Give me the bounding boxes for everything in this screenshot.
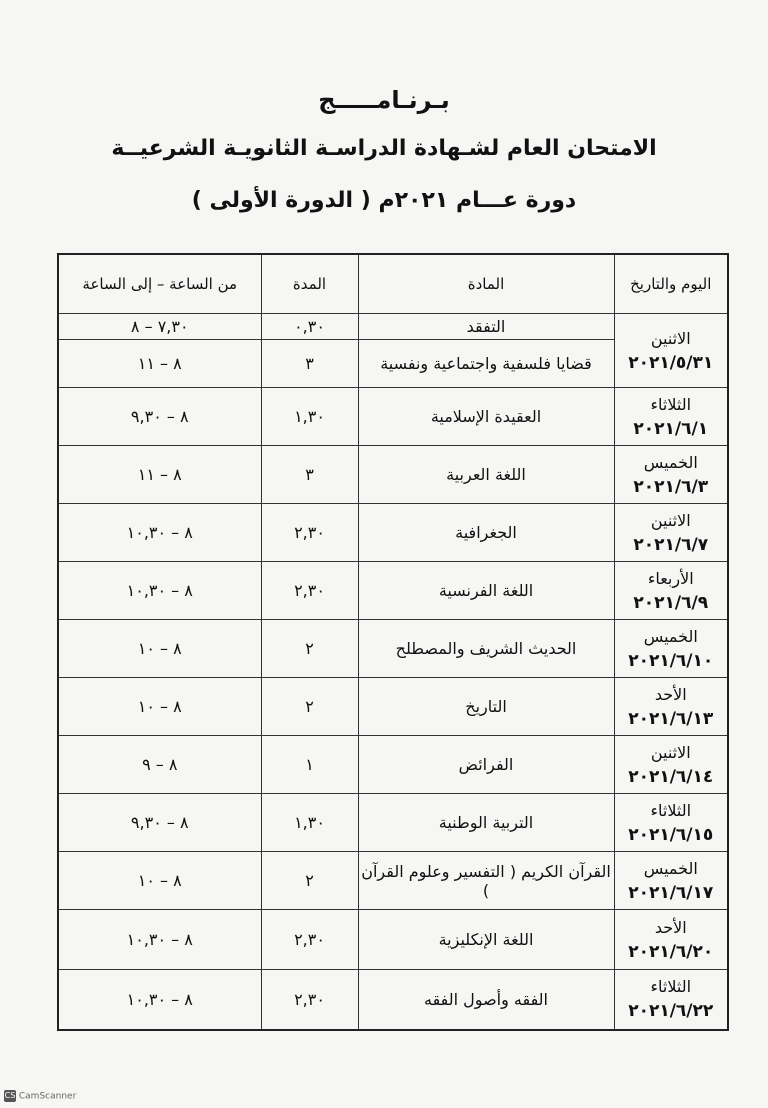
day-date-cell	[614, 504, 728, 562]
duration-cell: ٢,٣٠	[261, 504, 358, 562]
time-cell: ٨ – ١٠,٣٠	[58, 910, 261, 970]
exam-date: ٢٠٢١/٦/١٠	[628, 650, 714, 671]
duration-cell: ٢	[261, 852, 358, 910]
exam-date: ٢٠٢١/٦/٢٢	[628, 1001, 714, 1022]
time-cell: ٨ – ٩,٣٠	[58, 794, 261, 852]
day-date-cell	[614, 794, 728, 852]
duration-cell: ٢	[261, 620, 358, 678]
exam-title: الامتحان العام لشـهادة الدراسـة الثانويـة الشرعيــة	[111, 136, 657, 161]
exam-date: ٢٠٢١/٦/٩	[633, 592, 709, 613]
time-cell: ٨ – ١١	[58, 340, 261, 388]
duration-cell: ١	[261, 736, 358, 794]
day-name: الخميس	[643, 452, 698, 472]
duration-cell: ٢,٣٠	[261, 910, 358, 970]
day-name: الأحد	[654, 684, 687, 704]
duration-cell: ٣	[261, 340, 358, 388]
header-subject: المادة	[358, 254, 614, 314]
time-cell: ٧,٣٠ – ٨	[58, 314, 261, 340]
exam-date: ٢٠٢١/٦/١٣	[628, 708, 714, 729]
time-cell: ٨ – ١٠,٣٠	[58, 970, 261, 1030]
table-row	[58, 620, 728, 678]
day-name: الأحد	[654, 917, 687, 937]
subject-cell: القرآن الكريم ( التفسير وعلوم القرآن )	[358, 852, 614, 910]
table-row	[58, 504, 728, 562]
time-cell: ٨ – ١٠,٣٠	[58, 562, 261, 620]
time-cell: ٨ – ١٠	[58, 852, 261, 910]
time-cell: ٨ – ١٠,٣٠	[58, 504, 261, 562]
exam-date: ٢٠٢١/٦/١٥	[628, 824, 714, 845]
duration-cell: ٢,٣٠	[261, 562, 358, 620]
subject-cell: التربية الوطنية	[358, 794, 614, 852]
exam-schedule-table	[57, 253, 729, 1031]
table-row	[58, 388, 728, 446]
document-title: بـرنـامـــــج	[318, 86, 450, 114]
duration-cell: ٢	[261, 678, 358, 736]
day-name: الثلاثاء	[650, 800, 692, 820]
table-row	[58, 910, 728, 970]
subject-cell: الجغرافية	[358, 504, 614, 562]
time-cell: ٨ – ١٠	[58, 620, 261, 678]
day-name: الخميس	[643, 626, 698, 646]
day-date-cell	[614, 678, 728, 736]
camscanner-logo-icon: CS	[4, 1091, 16, 1100]
table-row	[58, 678, 728, 736]
table-row	[58, 794, 728, 852]
subject-cell: اللغة الإنكليزية	[358, 910, 614, 970]
subject-cell: اللغة العربية	[358, 446, 614, 504]
day-date-cell	[614, 910, 728, 970]
exam-date: ٢٠٢١/٦/٢٠	[628, 941, 714, 962]
exam-date: ٢٠٢١/٥/٣١	[628, 352, 714, 373]
day-name: الثلاثاء	[650, 977, 692, 997]
table-row	[58, 562, 728, 620]
table-row	[58, 970, 728, 1030]
watermark-text: CamScanner	[18, 1091, 77, 1102]
day-date-cell	[614, 388, 728, 446]
day-name: الاثنين	[650, 510, 691, 530]
day-date-cell	[614, 970, 728, 1030]
scanner-watermark	[4, 1090, 76, 1102]
day-date-cell	[614, 562, 728, 620]
time-cell: ٨ – ١٠	[58, 678, 261, 736]
exam-date: ٢٠٢١/٦/١	[633, 418, 709, 439]
time-cell: ٨ – ٩,٣٠	[58, 388, 261, 446]
subject-cell: اللغة الفرنسية	[358, 562, 614, 620]
exam-date: ٢٠٢١/٦/١٤	[628, 766, 714, 787]
duration-cell: ٣	[261, 446, 358, 504]
duration-cell: ٢,٣٠	[261, 970, 358, 1030]
day-date-cell	[614, 736, 728, 794]
day-date-cell	[614, 620, 728, 678]
header-time: من الساعة – إلى الساعة	[58, 254, 261, 314]
subject-cell: العقيدة الإسلامية	[358, 388, 614, 446]
duration-cell: ٠,٣٠	[261, 314, 358, 340]
table-row	[58, 852, 728, 910]
table-row	[58, 736, 728, 794]
duration-cell: ١,٣٠	[261, 388, 358, 446]
time-cell: ٨ – ٩	[58, 736, 261, 794]
session-title: دورة عـــام ٢٠٢١م ( الدورة الأولى )	[191, 188, 577, 213]
table-row	[58, 446, 728, 504]
day-name: الأربعاء	[647, 568, 694, 588]
time-cell: ٨ – ١١	[58, 446, 261, 504]
day-name: الثلاثاء	[650, 394, 692, 414]
day-name: الخميس	[643, 858, 698, 878]
subject-cell: الفقه وأصول الفقه	[358, 970, 614, 1030]
exam-date: ٢٠٢١/٦/٣	[633, 476, 709, 497]
day-date-cell	[614, 852, 728, 910]
day-date-cell	[614, 446, 728, 504]
table-header-row	[58, 254, 728, 314]
table-row	[58, 314, 728, 340]
header-day: اليوم والتاريخ	[614, 254, 728, 314]
subject-cell: التاريخ	[358, 678, 614, 736]
subject-cell: الحديث الشريف والمصطلح	[358, 620, 614, 678]
exam-date: ٢٠٢١/٦/٧	[633, 534, 709, 555]
subject-cell: التفقد	[358, 314, 614, 340]
subject-cell: قضايا فلسفية واجتماعية ونفسية	[358, 340, 614, 388]
header-duration: المدة	[261, 254, 358, 314]
exam-date: ٢٠٢١/٦/١٧	[628, 882, 714, 903]
day-date-cell	[614, 314, 728, 388]
subject-cell: الفرائض	[358, 736, 614, 794]
day-name: الاثنين	[650, 328, 691, 348]
duration-cell: ١,٣٠	[261, 794, 358, 852]
day-name: الاثنين	[650, 742, 691, 762]
